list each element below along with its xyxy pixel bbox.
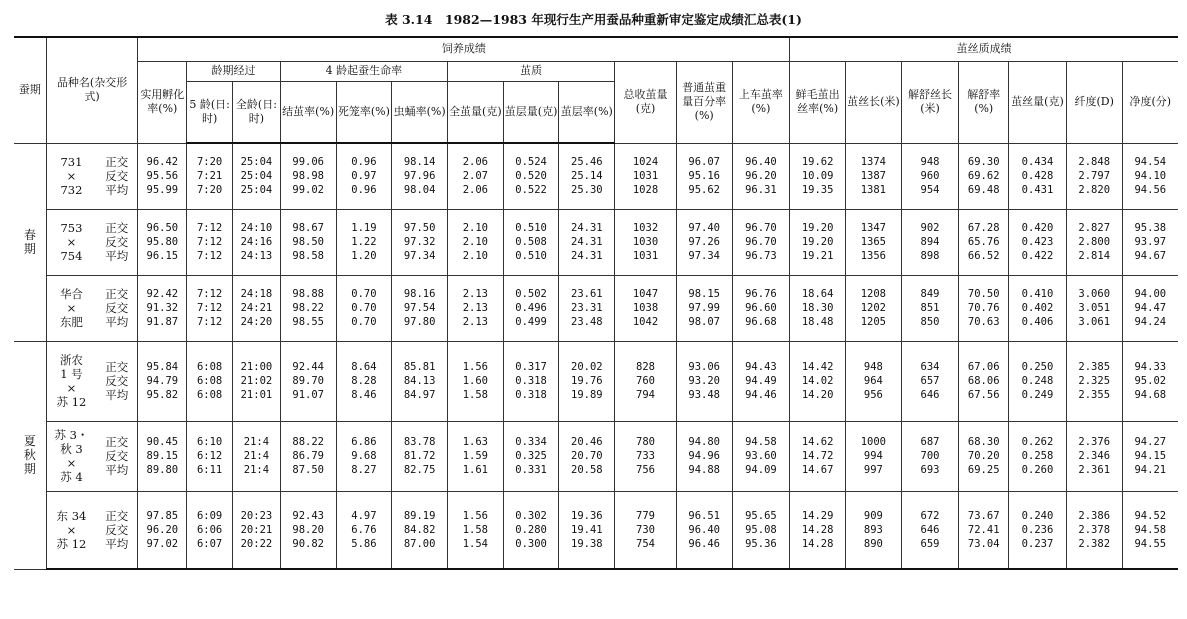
table-row xyxy=(14,421,1178,491)
variety-cell: 753 × 754 xyxy=(46,209,96,275)
value-cell: 14.62 14.72 14.67 xyxy=(790,421,846,491)
table-row xyxy=(14,275,1178,341)
value-cell: 92.43 98.20 90.82 xyxy=(280,491,336,569)
value-cell: 2.386 2.378 2.382 xyxy=(1066,491,1122,569)
header-shell-weight: 茧层量(克) xyxy=(503,81,559,143)
value-cell: 94.52 94.58 94.55 xyxy=(1122,491,1178,569)
value-cell: 98.88 98.22 98.55 xyxy=(280,275,336,341)
value-cell: 92.42 91.32 91.87 xyxy=(138,275,187,341)
value-cell: 95.65 95.08 95.36 xyxy=(732,491,790,569)
value-cell: 7:20 7:21 7:20 xyxy=(187,143,233,209)
value-cell: 1.56 1.60 1.58 xyxy=(448,341,504,421)
value-cell: 20.02 19.76 19.89 xyxy=(559,341,615,421)
value-cell: 96.70 96.70 96.73 xyxy=(732,209,790,275)
table-row xyxy=(14,491,1178,569)
results-table xyxy=(14,36,1178,570)
value-cell: 68.30 70.20 69.25 xyxy=(959,421,1009,491)
cross-type-cell: 正交 反交 平均 xyxy=(96,341,138,421)
value-cell: 93.06 93.20 93.48 xyxy=(676,341,732,421)
value-cell: 0.302 0.280 0.300 xyxy=(503,491,559,569)
value-cell: 92.44 89.70 91.07 xyxy=(280,341,336,421)
variety-cell: 华合 × 东肥 xyxy=(46,275,96,341)
value-cell: 2.10 2.10 2.10 xyxy=(448,209,504,275)
season-cell: 夏 秋 期 xyxy=(14,341,46,569)
value-cell: 1.63 1.59 1.61 xyxy=(448,421,504,491)
value-cell: 634 657 646 xyxy=(901,341,959,421)
value-cell: 94.00 94.47 94.24 xyxy=(1122,275,1178,341)
value-cell: 96.51 96.40 96.46 xyxy=(676,491,732,569)
header-instar5: 5 龄(日:时) xyxy=(187,81,233,143)
value-cell: 6:10 6:12 6:11 xyxy=(187,421,233,491)
value-cell: 21:00 21:02 21:01 xyxy=(233,341,281,421)
value-cell: 90.45 89.15 89.80 xyxy=(138,421,187,491)
header-raw-silk: 鲜毛茧出丝率(%) xyxy=(790,61,846,143)
value-cell: 0.262 0.258 0.260 xyxy=(1009,421,1067,491)
value-cell: 849 851 850 xyxy=(901,275,959,341)
value-cell: 23.61 23.31 23.48 xyxy=(559,275,615,341)
value-cell: 2.13 2.13 2.13 xyxy=(448,275,504,341)
value-cell: 948 964 956 xyxy=(846,341,902,421)
value-cell: 1000 994 997 xyxy=(846,421,902,491)
value-cell: 25.46 25.14 25.30 xyxy=(559,143,615,209)
table-row xyxy=(14,341,1178,421)
header-instar-all: 全龄(日:时) xyxy=(233,81,281,143)
value-cell: 948 960 954 xyxy=(901,143,959,209)
value-cell: 0.240 0.236 0.237 xyxy=(1009,491,1067,569)
variety-cell: 731 × 732 xyxy=(46,143,96,209)
header-group-cocoon: 茧丝质成绩 xyxy=(790,37,1178,61)
value-cell: 96.07 95.16 95.62 xyxy=(676,143,732,209)
value-cell: 97.50 97.32 97.34 xyxy=(392,209,448,275)
value-cell: 6.86 9.68 8.27 xyxy=(336,421,392,491)
value-cell: 20.46 20.70 20.58 xyxy=(559,421,615,491)
value-cell: 7:12 7:12 7:12 xyxy=(187,209,233,275)
value-cell: 0.502 0.496 0.499 xyxy=(503,275,559,341)
header-whole-weight: 全茧量(克) xyxy=(448,81,504,143)
header-cocoon-rate: 结茧率(%) xyxy=(280,81,336,143)
value-cell: 89.19 84.82 87.00 xyxy=(392,491,448,569)
value-cell: 0.70 0.70 0.70 xyxy=(336,275,392,341)
header-total-yield: 总收茧量(克) xyxy=(615,61,677,143)
value-cell: 2.385 2.325 2.355 xyxy=(1066,341,1122,421)
value-cell: 7:12 7:12 7:12 xyxy=(187,275,233,341)
value-cell: 0.410 0.402 0.406 xyxy=(1009,275,1067,341)
value-cell: 98.67 98.50 98.58 xyxy=(280,209,336,275)
value-cell: 14.42 14.02 14.20 xyxy=(790,341,846,421)
value-cell: 909 893 890 xyxy=(846,491,902,569)
value-cell: 0.510 0.508 0.510 xyxy=(503,209,559,275)
header-instar-period: 龄期经过 xyxy=(187,61,281,81)
value-cell: 2.376 2.346 2.361 xyxy=(1066,421,1122,491)
cross-type-cell: 正交 反交 平均 xyxy=(96,209,138,275)
header-size: 纤度(D) xyxy=(1066,61,1122,143)
value-cell: 21:4 21:4 21:4 xyxy=(233,421,281,491)
cross-type-cell: 正交 反交 平均 xyxy=(96,491,138,569)
value-cell: 88.22 86.79 87.50 xyxy=(280,421,336,491)
value-cell: 20:23 20:21 20:22 xyxy=(233,491,281,569)
value-cell: 1.56 1.58 1.54 xyxy=(448,491,504,569)
value-cell: 2.06 2.07 2.06 xyxy=(448,143,504,209)
table-row xyxy=(14,143,1178,209)
value-cell: 3.060 3.051 3.061 xyxy=(1066,275,1122,341)
value-cell: 83.78 81.72 82.75 xyxy=(392,421,448,491)
value-cell: 96.42 95.56 95.99 xyxy=(138,143,187,209)
value-cell: 25:04 25:04 25:04 xyxy=(233,143,281,209)
value-cell: 96.76 96.60 96.68 xyxy=(732,275,790,341)
cross-type-cell: 正交 反交 平均 xyxy=(96,421,138,491)
value-cell: 94.27 94.15 94.21 xyxy=(1122,421,1178,491)
value-cell: 24.31 24.31 24.31 xyxy=(559,209,615,275)
header-dead-rate: 死笼率(%) xyxy=(336,81,392,143)
value-cell: 94.58 93.60 94.09 xyxy=(732,421,790,491)
value-cell: 1024 1031 1028 xyxy=(615,143,677,209)
value-cell: 0.420 0.423 0.422 xyxy=(1009,209,1067,275)
value-cell: 95.38 93.97 94.67 xyxy=(1122,209,1178,275)
value-cell: 14.29 14.28 14.28 xyxy=(790,491,846,569)
variety-cell: 苏 3・ 秋 3 × 苏 4 xyxy=(46,421,96,491)
value-cell: 6:08 6:08 6:08 xyxy=(187,341,233,421)
header-quality: 茧质 xyxy=(448,61,615,81)
value-cell: 67.06 68.06 67.56 xyxy=(959,341,1009,421)
value-cell: 97.85 96.20 97.02 xyxy=(138,491,187,569)
value-cell: 94.54 94.10 94.56 xyxy=(1122,143,1178,209)
table-body xyxy=(14,143,1178,569)
value-cell: 780 733 756 xyxy=(615,421,677,491)
header-filament-len: 茧丝长(米) xyxy=(846,61,902,143)
variety-cell: 浙农 1 号 × 苏 12 xyxy=(46,341,96,421)
value-cell: 70.50 70.76 70.63 xyxy=(959,275,1009,341)
value-cell: 1047 1038 1042 xyxy=(615,275,677,341)
value-cell: 19.62 10.09 19.35 xyxy=(790,143,846,209)
header-survival: 4 龄起蚕生命率 xyxy=(280,61,447,81)
value-cell: 19.20 19.20 19.21 xyxy=(790,209,846,275)
header-variety: 品种名(杂交形式) xyxy=(46,37,138,143)
value-cell: 0.317 0.318 0.318 xyxy=(503,341,559,421)
value-cell: 1208 1202 1205 xyxy=(846,275,902,341)
value-cell: 828 760 794 xyxy=(615,341,677,421)
header-neatness: 净度(分) xyxy=(1122,61,1178,143)
variety-cell: 东 34 × 苏 12 xyxy=(46,491,96,569)
value-cell: 779 730 754 xyxy=(615,491,677,569)
value-cell: 73.67 72.41 73.04 xyxy=(959,491,1009,569)
value-cell: 96.40 96.20 96.31 xyxy=(732,143,790,209)
value-cell: 98.14 97.96 98.04 xyxy=(392,143,448,209)
value-cell: 4.97 6.76 5.86 xyxy=(336,491,392,569)
season-cell: 春 期 xyxy=(14,143,46,341)
cross-type-cell: 正交 反交 平均 xyxy=(96,143,138,209)
value-cell: 94.43 94.49 94.46 xyxy=(732,341,790,421)
header-season: 蚕期 xyxy=(14,37,46,143)
cross-type-cell: 正交 反交 平均 xyxy=(96,275,138,341)
value-cell: 67.28 65.76 66.52 xyxy=(959,209,1009,275)
value-cell: 0.250 0.248 0.249 xyxy=(1009,341,1067,421)
header-pupa-rate: 虫蛹率(%) xyxy=(392,81,448,143)
value-cell: 2.827 2.800 2.814 xyxy=(1066,209,1122,275)
value-cell: 0.96 0.97 0.96 xyxy=(336,143,392,209)
value-cell: 97.40 97.26 97.34 xyxy=(676,209,732,275)
value-cell: 95.84 94.79 95.82 xyxy=(138,341,187,421)
header-normal-pct: 普通茧重量百分率(%) xyxy=(676,61,732,143)
value-cell: 1032 1030 1031 xyxy=(615,209,677,275)
value-cell: 85.81 84.13 84.97 xyxy=(392,341,448,421)
value-cell: 94.33 95.02 94.68 xyxy=(1122,341,1178,421)
value-cell: 19.36 19.41 19.38 xyxy=(559,491,615,569)
header-hatch: 实用孵化率(%) xyxy=(138,61,187,143)
value-cell: 902 894 898 xyxy=(901,209,959,275)
value-cell: 687 700 693 xyxy=(901,421,959,491)
table-title: 表 3.14 1982—1983 年现行生产用蚕品种重新审定鉴定成绩汇总表(1) xyxy=(385,12,802,27)
header-group-rearing: 饲养成绩 xyxy=(138,37,790,61)
value-cell: 0.434 0.428 0.431 xyxy=(1009,143,1067,209)
value-cell: 24:18 24:21 24:20 xyxy=(233,275,281,341)
value-cell: 96.50 95.80 96.15 xyxy=(138,209,187,275)
value-cell: 1347 1365 1356 xyxy=(846,209,902,275)
header-reel-rate: 上车茧率(%) xyxy=(732,61,790,143)
value-cell: 94.80 94.96 94.88 xyxy=(676,421,732,491)
value-cell: 1.19 1.22 1.20 xyxy=(336,209,392,275)
table-row xyxy=(14,209,1178,275)
header-shell-rate: 茧层率(%) xyxy=(559,81,615,143)
header-reelability: 解舒率(%) xyxy=(959,61,1009,143)
value-cell: 18.64 18.30 18.48 xyxy=(790,275,846,341)
value-cell: 0.524 0.520 0.522 xyxy=(503,143,559,209)
value-cell: 98.16 97.54 97.80 xyxy=(392,275,448,341)
value-cell: 98.15 97.99 98.07 xyxy=(676,275,732,341)
value-cell: 69.30 69.62 69.48 xyxy=(959,143,1009,209)
value-cell: 0.334 0.325 0.331 xyxy=(503,421,559,491)
value-cell: 24:10 24:16 24:13 xyxy=(233,209,281,275)
value-cell: 672 646 659 xyxy=(901,491,959,569)
header-reel-len: 解舒丝长(米) xyxy=(901,61,959,143)
value-cell: 2.848 2.797 2.820 xyxy=(1066,143,1122,209)
value-cell: 99.06 98.98 99.02 xyxy=(280,143,336,209)
value-cell: 1374 1387 1381 xyxy=(846,143,902,209)
header-silk-weight: 茧丝量(克) xyxy=(1009,61,1067,143)
value-cell: 6:09 6:06 6:07 xyxy=(187,491,233,569)
value-cell: 8.64 8.28 8.46 xyxy=(336,341,392,421)
